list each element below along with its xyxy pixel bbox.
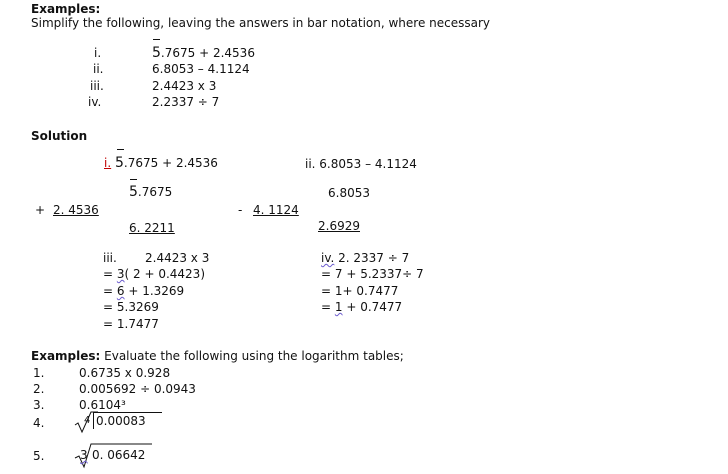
- logarithm-examples-heading: Examples: Evaluate the following using the logarithm tables;: [31, 349, 404, 363]
- example-item-num: i.: [94, 46, 102, 60]
- example-item-num: iii.: [90, 79, 104, 93]
- solution-part-iii-expr: 2.4423 x 3: [145, 251, 210, 265]
- log-item-radicand: 0.00083: [96, 414, 146, 428]
- solution-step: = 7 + 5.2337÷ 7: [321, 267, 424, 281]
- root-index: 4: [84, 415, 91, 426]
- solution-step: = 1 + 0.7477: [321, 300, 403, 314]
- solution-part-ii-subtrahend: 4. 1124: [253, 203, 299, 217]
- solution-part-iv-title: iv. 2. 2337 ÷ 7: [321, 251, 410, 265]
- solution-part-i-result: 6. 2211: [129, 221, 175, 235]
- example-item-expr: 2.4423 x 3: [152, 79, 217, 93]
- example-item-expr: 5.7675 + 2.4536: [152, 45, 255, 61]
- solution-part-ii-line1: 6.8053: [328, 186, 370, 200]
- example-item-expr: 2.2337 ÷ 7: [152, 95, 220, 109]
- solution-step: = 1+ 0.7477: [321, 284, 399, 298]
- examples-heading: Examples:: [31, 2, 101, 16]
- log-item-num: 1.: [33, 366, 45, 380]
- minus-sign: -: [238, 203, 243, 217]
- log-item-expr: 0.005692 ÷ 0.0943: [79, 382, 196, 396]
- log-item-num: 2.: [33, 382, 45, 396]
- recurring-bar: [153, 39, 160, 40]
- solution-heading: Solution: [31, 129, 88, 143]
- solution-part-i-line1: 5.7675: [129, 184, 173, 200]
- log-item-expr: 0.6104³: [79, 398, 126, 412]
- example-item-num: ii.: [93, 62, 104, 76]
- solution-part-i-title: i. 5.7675 + 2.4536: [104, 155, 218, 171]
- plus-sign: +: [35, 203, 46, 217]
- recurring-bar: [130, 179, 137, 180]
- solution-part-iii-num: iii.: [103, 251, 117, 265]
- example-item-num: iv.: [88, 95, 102, 109]
- solution-step: = 5.3269: [103, 300, 159, 314]
- simplify-instruction: Simplify the following, leaving the answers in bar notation, where necessary: [31, 16, 491, 30]
- solution-step: = 3( 2 + 0.4423): [103, 267, 205, 281]
- example-item-expr: 6.8053 – 4.1124: [152, 62, 250, 76]
- solution-part-ii-result: 2.6929: [318, 219, 360, 233]
- log-item-num: 4.: [33, 416, 45, 430]
- root-index: 3: [80, 448, 88, 462]
- log-item-num: 3.: [33, 398, 45, 412]
- log-item-radicand: 0. 06642: [92, 448, 146, 462]
- solution-step: = 6 + 1.3269: [103, 284, 185, 298]
- log-item-num: 5.: [33, 449, 45, 463]
- solution-step: = 1.7477: [103, 317, 159, 331]
- log-item-expr: 0.6735 x 0.928: [79, 366, 171, 380]
- solution-part-i-addend: 2. 4536: [53, 203, 99, 217]
- solution-part-ii-title: ii. 6.8053 – 4.1124: [305, 157, 417, 171]
- recurring-bar: [117, 149, 124, 150]
